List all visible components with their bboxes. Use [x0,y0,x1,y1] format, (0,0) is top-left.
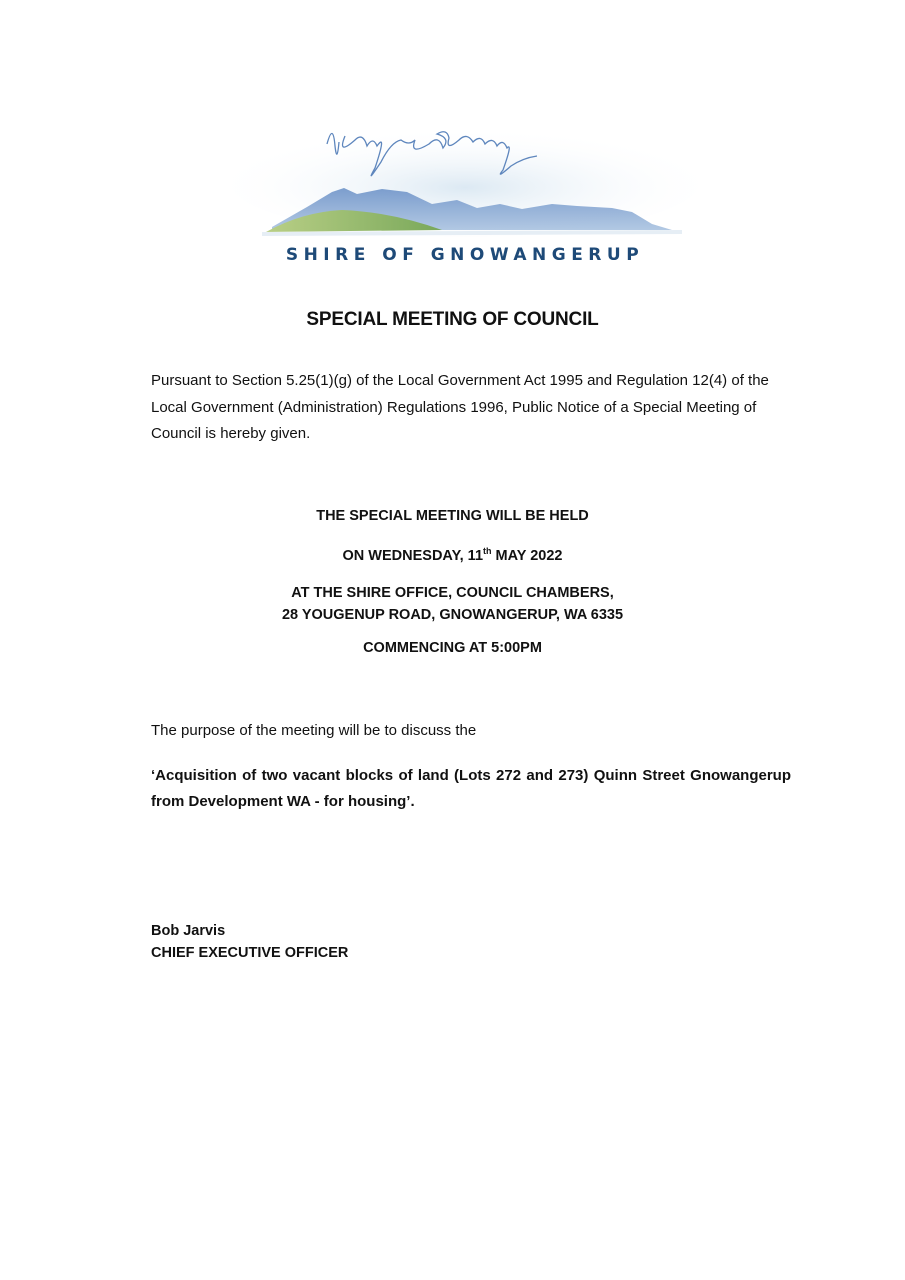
page-title: SPECIAL MEETING OF COUNCIL [306,309,599,330]
meeting-time: COMMENCING AT 5:00PM [363,640,542,656]
meeting-venue [0,582,905,626]
intro-paragraph: Pursuant to Section 5.25(1)(g) of the Local Government Act 1995 and Regulation 12(4) of the Local Government (Administration) Regulations 1996, Public Notice of a Special Meeting of Council is hereby given. [151,372,769,442]
purpose-intro: The purpose of the meeting will be to discuss the [151,722,477,739]
purpose-statement: ‘Acquisition of two vacant blocks of land (Lots 272 and 273) Quinn Street Gnowangerup from Development WA - for housing’. [151,767,791,810]
mountain-illustration [232,112,698,242]
organisation-name: SHIRE OF GNOWANGERUP [285,245,645,265]
meeting-announcement: THE SPECIAL MEETING WILL BE HELD [316,508,589,524]
venue-line-2: 28 YOUGENUP ROAD, GNOWANGERUP, WA 6335 [281,607,624,623]
signature-block [151,920,348,964]
venue-line-1: AT THE SHIRE OFFICE, COUNCIL CHAMBERS, [291,585,614,601]
shire-logo [232,112,698,272]
signatory-name: Bob Jarvis [151,923,226,939]
signatory-title: CHIEF EXECUTIVE OFFICER [151,945,349,961]
meeting-date: ON WEDNESDAY, 11th MAY 2022 [342,546,563,564]
